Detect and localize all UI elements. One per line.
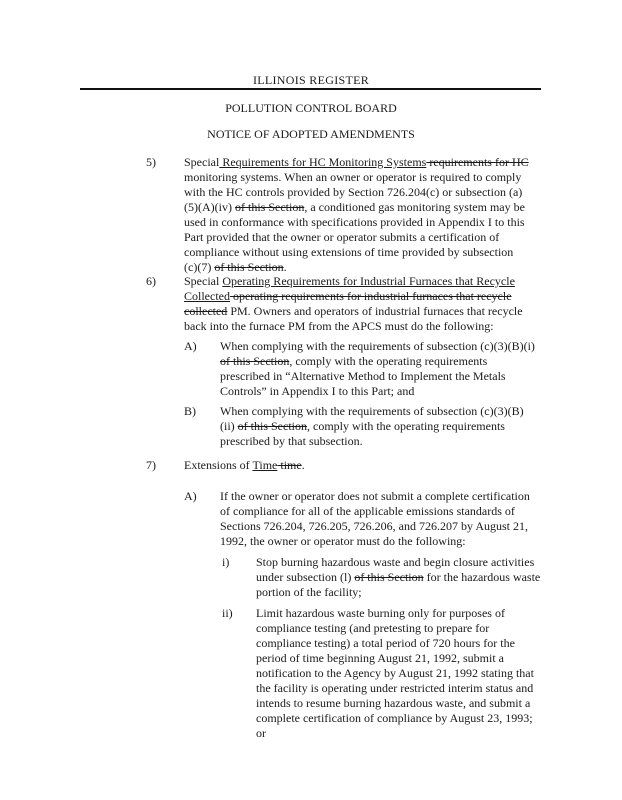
register-title: ILLINOIS REGISTER [252, 73, 370, 87]
item-7a-i-label: i) [222, 555, 230, 569]
item-6b-text-1: When complying with the requirements of subsection (c)(3)(B)(ii) [220, 404, 524, 433]
item-7-number: 7) [146, 458, 156, 472]
item-7-text-2: . [301, 458, 305, 472]
item-6-text-1: Special [184, 274, 223, 288]
item-5-inserted-heading: Requirements for HC Monitoring Systems [219, 155, 427, 169]
item-6-deleted-heading: operating requirements for industrial furnaces that recycle collected [184, 289, 512, 318]
item-6b-text [220, 404, 538, 449]
item-6-text-2: PM. Owners and operators of industrial furnaces that recycle back into the furnace PM from the APCS must do the following: [184, 304, 523, 333]
item-7-text [184, 458, 529, 473]
item-7a-label: A) [184, 489, 197, 503]
item-6-inserted-heading: Operating Requirements for Industrial Furnaces that Recycle Collected [184, 274, 515, 303]
item-6-number: 6) [146, 274, 156, 288]
item-5-text [184, 155, 529, 275]
item-6-text [184, 274, 529, 334]
item-6a-label: A) [184, 339, 197, 353]
item-7a-i-text [256, 555, 541, 600]
item-5-text-2: monitoring systems. When an owner or operator is required to comply with the HC controls provided by Section 726.204(c) or subsection (a)(5)(A)(iv) [184, 170, 523, 214]
item-6b-deleted-ref: of this Section [237, 419, 307, 433]
item-7a-ii-label: ii) [222, 606, 233, 620]
item-6b-text-2: , comply with the operating requirements prescribed by that subsection. [220, 419, 505, 448]
item-5-text-1: Special [184, 155, 220, 169]
item-7a-ii-text: Limit hazardous waste burning only for purposes of compliance testing (and pretesting to prepare for compliance testing) a total period of 720 hours for the period of time beginning August 21, 1992, submit a notification to the Agency by August 21, 1992 stating that the facility is operating under restricted interim status and intends to resume burning hazardous waste, and submit a complete certification of compliance by August 23, 1993; or [256, 606, 534, 740]
item-7-deleted-word: time [277, 458, 302, 472]
item-6a-text-2: , comply with the operating requirements prescribed in “Alternative Method to Implement the Metals Controls” in Appendix I to this Part; and [220, 354, 506, 398]
item-5-deleted-heading: requirements for HC [426, 155, 529, 169]
notice-title: NOTICE OF ADOPTED AMENDMENTS [207, 127, 415, 141]
item-5-deleted-ref-2: of this Section [214, 260, 284, 274]
item-7-inserted-word: Time [252, 458, 278, 472]
item-7a-i-text-1: Stop burning hazardous waste and begin closure activities under subsection (l) [256, 555, 535, 584]
item-7-text-1: Extensions of [184, 458, 253, 472]
item-6a-text-1: When complying with the requirements of subsection (c)(3)(B)(i) [220, 339, 535, 353]
item-6a-deleted-ref: of this Section [220, 354, 290, 368]
item-5-text-4: . [283, 260, 287, 274]
item-5-number: 5) [146, 155, 156, 169]
header-rule [80, 88, 541, 90]
board-name: POLLUTION CONTROL BOARD [225, 101, 397, 115]
item-5-deleted-ref-1: of this Section [234, 200, 305, 214]
item-7a-text: If the owner or operator does not submit a complete certification of compliance for all of the applicable emissions standards of Sections 726.204, 726.205, 726.206, and 726.207 by August 21, 1992, the owner or operator must do the following: [220, 489, 530, 548]
item-6a-text [220, 339, 538, 399]
item-5-text-3: , a conditioned gas monitoring system may be used in conformance with specifications provided in Appendix I to this Part provided that the owner or operator submits a certification of compliance without using extensions of time provided by subsection (c)(7) [184, 200, 525, 274]
item-7a-i-text-2: for the hazardous waste portion of the facility; [256, 570, 541, 599]
item-7a-i-deleted-ref: of this Section [354, 570, 424, 584]
item-6b-label: B) [184, 404, 196, 418]
